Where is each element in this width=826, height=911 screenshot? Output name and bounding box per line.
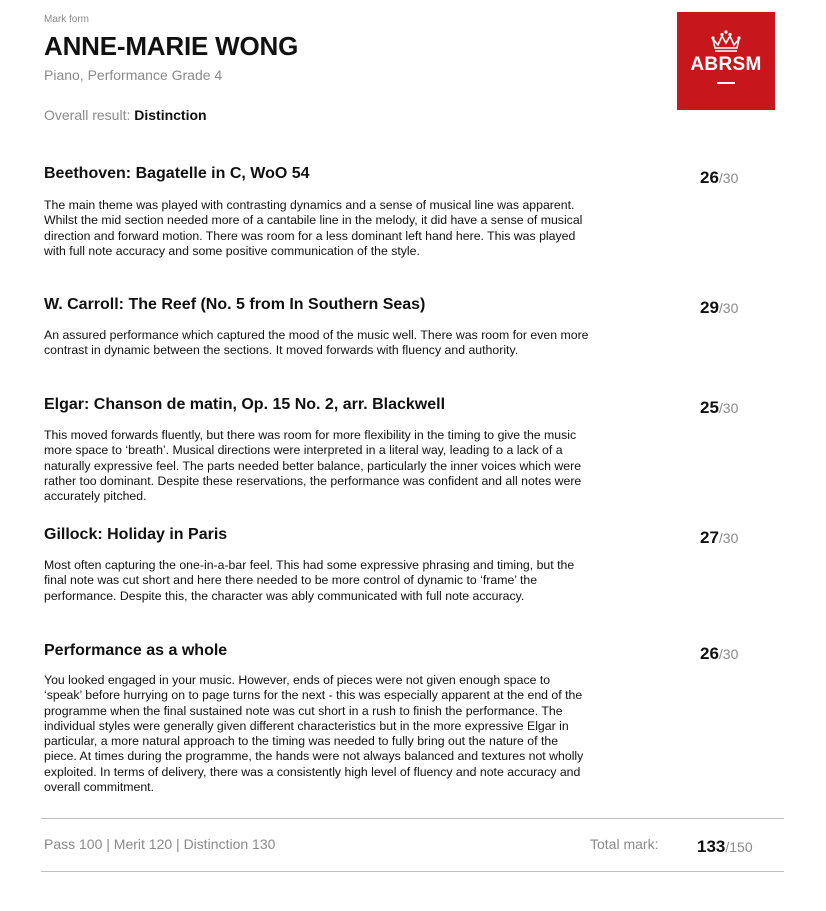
piece-comment: Most often capturing the one-in-a-bar feel. This had some expressive phrasing and timing, but the final note was cut short and here there needed to be more control of dynamic to ‘frame’ the performance. Despite this, the character was ably communicated with full note accuracy. bbox=[44, 558, 575, 603]
total-mark-max: /150 bbox=[725, 839, 753, 855]
crown-icon bbox=[709, 30, 743, 52]
footer-divider-bottom bbox=[41, 871, 784, 872]
mark-max: /30 bbox=[718, 300, 739, 316]
overall-result-value: Distinction bbox=[134, 107, 207, 123]
piece-comment: The main theme was played with contrasting dynamics and a sense of musical line was apparent. Whilst the mid section needed more of a cantabile line in the melody, it did have a sense of musical direction and forward motion. There was room for a less dominant left hand here. This was played with full note accuracy and some positive communication of the style. bbox=[44, 198, 583, 258]
grade-boundaries: Pass 100 | Merit 120 | Distinction 130 bbox=[44, 836, 276, 852]
piece-title: Performance as a whole bbox=[44, 642, 228, 659]
piece-mark bbox=[700, 168, 760, 188]
piece-comment: You looked engaged in your music. However, ends of pieces were not given enough space to ‘speak’ before hurrying on to page turns for the next - this was especially apparent at the end of the programme when the final sustained note was cut short in a rush to finish the performance. The individual styles were generally given different characteristics but in the more expressive Elgar in particular, a more natural approach to the timing was needed to fully bring out the nature of the piece. At times during the programme, the hands were not always balanced and textures not wholly exploited. In terms of delivery, there was a consistently high level of fluency and note accuracy and overall commitment. bbox=[44, 673, 584, 795]
piece-mark bbox=[700, 398, 760, 418]
document-type-label: Mark form bbox=[44, 14, 89, 25]
piece-mark bbox=[700, 298, 760, 318]
logo-underline bbox=[717, 82, 735, 84]
mark-value: 25 bbox=[700, 398, 719, 417]
mark-max: /30 bbox=[718, 530, 739, 546]
total-mark bbox=[697, 837, 753, 857]
piece-comment: An assured performance which captured the mood of the music well. There was room for even more contrast in dynamic between the sections. It moved forwards with fluency and authority. bbox=[44, 328, 589, 358]
total-mark-label: Total mark: bbox=[590, 836, 659, 852]
abrsm-logo bbox=[677, 12, 775, 110]
mark-max: /30 bbox=[718, 646, 739, 662]
mark-max: /30 bbox=[718, 170, 739, 186]
total-mark-value: 133 bbox=[697, 837, 726, 856]
overall-result bbox=[44, 107, 207, 123]
mark-value: 27 bbox=[700, 528, 719, 547]
mark-value: 26 bbox=[700, 644, 719, 663]
piece-title: Beethoven: Bagatelle in C, WoO 54 bbox=[44, 165, 310, 182]
piece-title: Elgar: Chanson de matin, Op. 15 No. 2, arr. Blackwell bbox=[44, 396, 446, 413]
logo-text: ABRSM bbox=[690, 54, 762, 75]
mark-value: 29 bbox=[700, 298, 719, 317]
piece-title: W. Carroll: The Reef (No. 5 from In Southern Seas) bbox=[44, 296, 426, 313]
piece-mark bbox=[700, 644, 760, 664]
exam-subject: Piano, Performance Grade 4 bbox=[44, 67, 223, 83]
piece-mark bbox=[700, 528, 760, 548]
footer-divider-top bbox=[41, 818, 784, 819]
mark-max: /30 bbox=[718, 400, 739, 416]
overall-result-label: Overall result: bbox=[44, 107, 131, 123]
piece-title: Gillock: Holiday in Paris bbox=[44, 526, 228, 543]
piece-comment: This moved forwards fluently, but there was room for more flexibility in the timing to give the music more space to ‘breath’. Musical directions were interpreted in a literal way, leading to a lack of a naturally expressive feel. The parts needed better balance, particularly the inner voices which were rather too dominant. Despite these reservations, the performance was confident and all notes were accurately pitched. bbox=[44, 428, 582, 504]
candidate-name: ANNE-MARIE WONG bbox=[44, 31, 299, 61]
mark-value: 26 bbox=[700, 168, 719, 187]
